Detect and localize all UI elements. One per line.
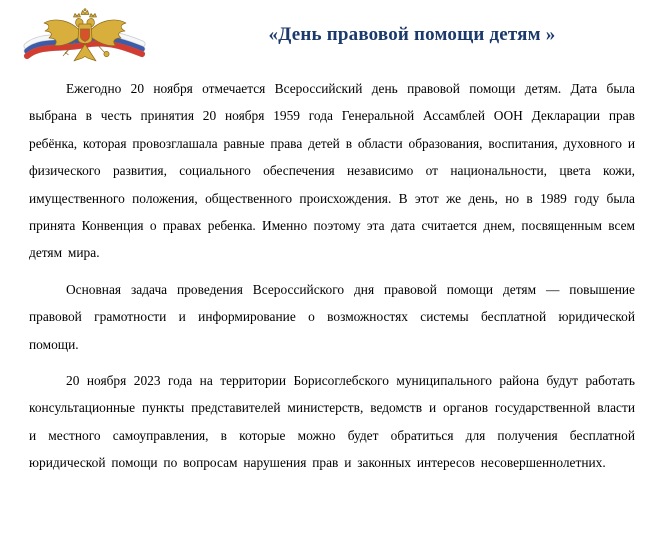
page-title: «День правовой помощи детям » — [268, 24, 556, 45]
paragraph-goal: Основная задача проведения Всероссийского дня правовой помощи детям — повышение правовой грамотности и информирование о возможностях системы бесплатной юридической помощи. — [29, 281, 635, 352]
russia-coat-of-arms-icon — [23, 8, 147, 77]
eagle-shield — [81, 29, 90, 42]
paragraph-event-2023: 20 ноября 2023 года на территории Борисоглебского муниципального района будут работать консультационные пункты представителей министерств, ведомств и органов государственной власти и местного самоуправления, в которые можно будет обратиться для получения бесплатной юридической помощи по вопросам нарушения прав и законных интересов несовершеннолетних. — [29, 373, 635, 471]
document-header — [29, 0, 635, 74]
paragraph-history: Ежегодно 20 ноября отмечается Всероссийский день правовой помощи детям. Дата была выбрана в честь принятия 20 ноября 1959 года Генеральной Ассамблей ООН Декларации прав ребёнка, которая провозглашала равные права детей в области образования, воспитания, духовного и физического развития, социального обеспечения независимо от национальности, цвета кожи, имущественного положения, общественного происхождения. В этот же день, но в 1989 году была принята Конвенция о правах ребенка. Именно поэтому эта дата считается днем, посвященным всем детям мира. — [29, 81, 635, 261]
document-body — [29, 74, 635, 477]
